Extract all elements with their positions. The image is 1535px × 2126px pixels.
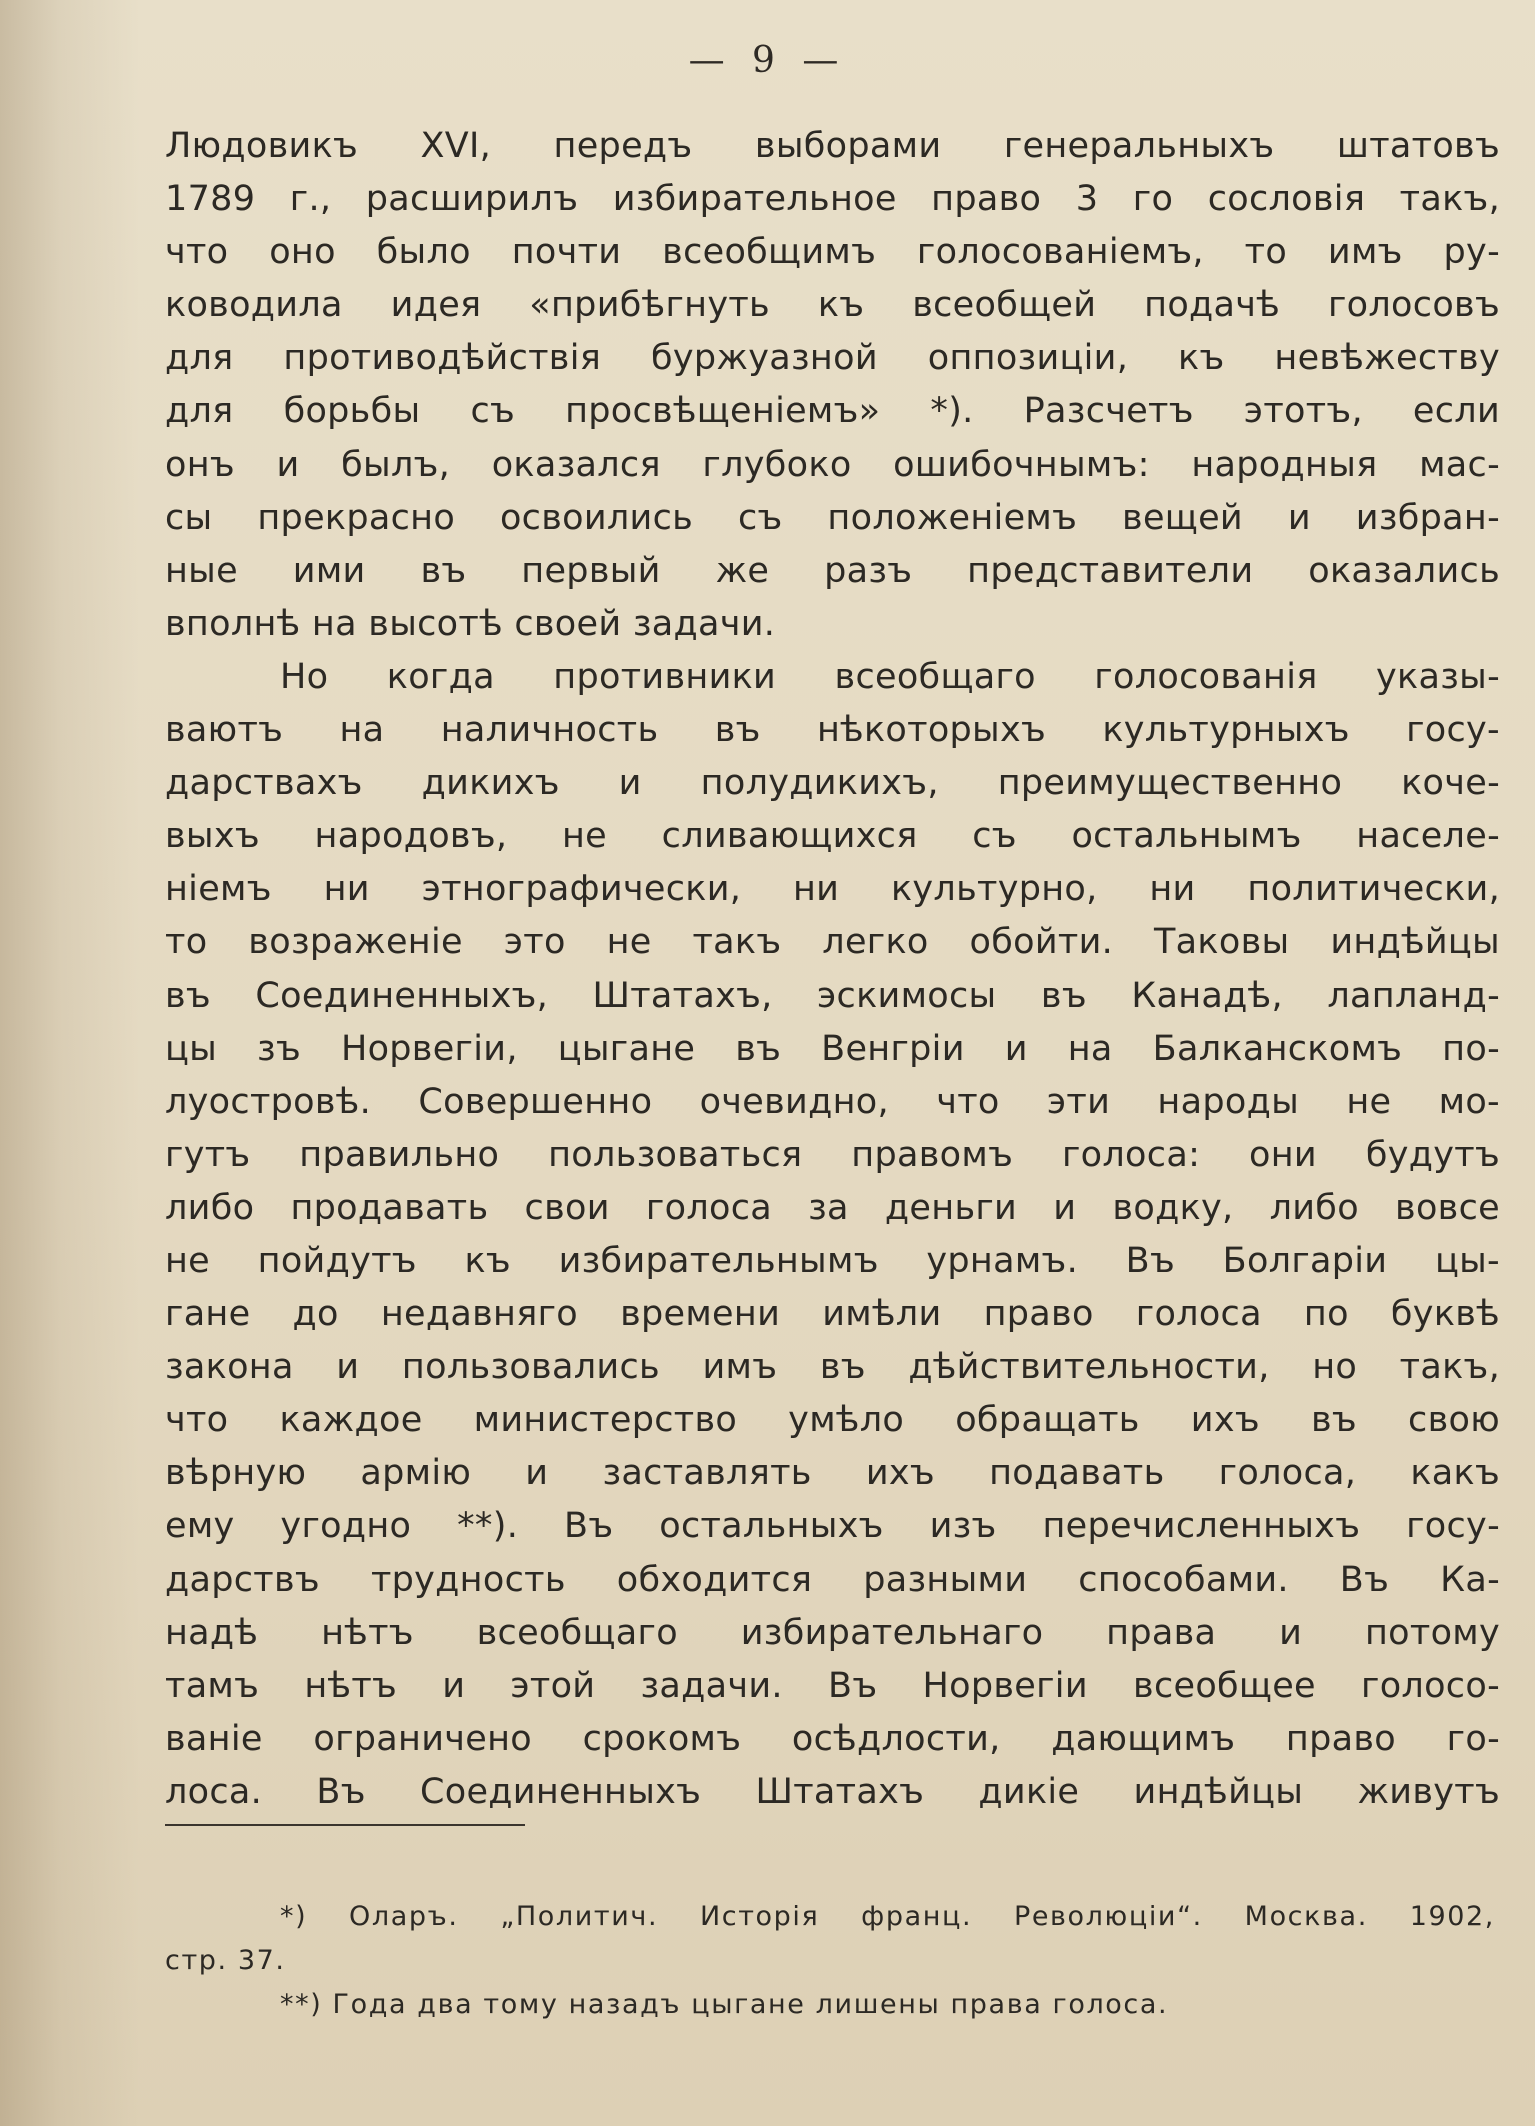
text-line: Людовикъ XVI, передъ выборами генеральныхъ штатовъ: [165, 126, 1500, 166]
footnote-separator: [165, 1824, 525, 1826]
text-line: цы зъ Норвегіи, цыгане въ Венгріи и на Балканскомъ по-: [165, 1028, 1500, 1069]
text-line: что оно было почти всеобщимъ голосованіемъ, то имъ ру-: [165, 232, 1500, 273]
footnote-1: *) Оларъ. „Политич. Исторія франц. Революціи“. Москва. 1902,: [280, 1901, 1495, 1932]
text-line: тамъ нѣтъ и этой задачи. Въ Норвегіи всеобщее голосо-: [165, 1665, 1500, 1706]
text-line: ваніе ограничено срокомъ осѣдлости, дающимъ право го-: [165, 1718, 1500, 1759]
text-line: сы прекрасно освоились съ положеніемъ вещей и избран-: [165, 497, 1500, 538]
text-line: не пойдутъ къ избирательнымъ урнамъ. Въ Болгаріи цы-: [165, 1240, 1500, 1281]
page-number: — 9 —: [688, 40, 847, 81]
text-line: то возраженіе это не такъ легко обойти. Таковы индѣйцы: [165, 922, 1500, 963]
text-line: луостровѣ. Совершенно очевидно, что эти народы не мо-: [165, 1081, 1500, 1122]
text-line: либо продавать свои голоса за деньги и водку, либо вовсе: [165, 1187, 1500, 1228]
text-line: закона и пользовались имъ въ дѣйствительности, но такъ,: [165, 1347, 1500, 1388]
text-line: 1789 г., расширилъ избирательное право 3 го сословія такъ,: [165, 179, 1500, 220]
footnote-2: **) Года два тому назадъ цыгане лишены права голоса.: [280, 1989, 1169, 2020]
text-line: ные ими въ первый же разъ представители оказались: [165, 550, 1500, 591]
paragraph-start-line: Но когда противники всеобщаго голосованія указы-: [280, 656, 1500, 697]
text-line: ководила идея «прибѣгнуть къ всеобщей подачѣ голосовъ: [165, 285, 1500, 326]
footnotes: [165, 1895, 1495, 2027]
text-line: гане до недавняго времени имѣли право голоса по буквѣ: [165, 1294, 1500, 1335]
text-line: лоса. Въ Соединенныхъ Штатахъ дикіе индѣйцы живутъ: [165, 1771, 1500, 1812]
text-line: вѣрную армію и заставлять ихъ подавать голоса, какъ: [165, 1453, 1500, 1494]
text-line: гутъ правильно пользоваться правомъ голоса: они будутъ: [165, 1134, 1500, 1175]
text-line: ваютъ на наличность въ нѣкоторыхъ культурныхъ госу-: [165, 710, 1500, 751]
footnote-1-continuation: стр. 37.: [165, 1945, 286, 1976]
text-line: для борьбы съ просвѣщеніемъ» *). Разсчетъ этотъ, если: [165, 391, 1500, 432]
text-line: онъ и былъ, оказался глубоко ошибочнымъ: народныя мас-: [165, 444, 1500, 485]
text-line: дарствахъ дикихъ и полудикихъ, преимущественно коче-: [165, 763, 1500, 804]
main-text: [165, 120, 1500, 1819]
text-line: для противодѣйствія буржуазной оппозиціи, къ невѣжеству: [165, 338, 1500, 379]
text-line: надѣ нѣтъ всеобщаго избирательнаго права и потому: [165, 1612, 1500, 1653]
text-line: что каждое министерство умѣло обращать ихъ въ свою: [165, 1400, 1500, 1441]
text-line: въ Соединенныхъ, Штатахъ, эскимосы въ Канадѣ, лапланд-: [165, 975, 1500, 1016]
text-line: ему угодно **). Въ остальныхъ изъ перечисленныхъ госу-: [165, 1506, 1500, 1547]
text-line: ніемъ ни этнографически, ни культурно, ни политически,: [165, 869, 1500, 910]
text-line: дарствъ трудность обходится разными способами. Въ Ка-: [165, 1559, 1500, 1600]
text-line: вполнѣ на высотѣ своей задачи.: [165, 603, 776, 644]
text-line: выхъ народовъ, не сливающихся съ остальнымъ населе-: [165, 816, 1500, 857]
